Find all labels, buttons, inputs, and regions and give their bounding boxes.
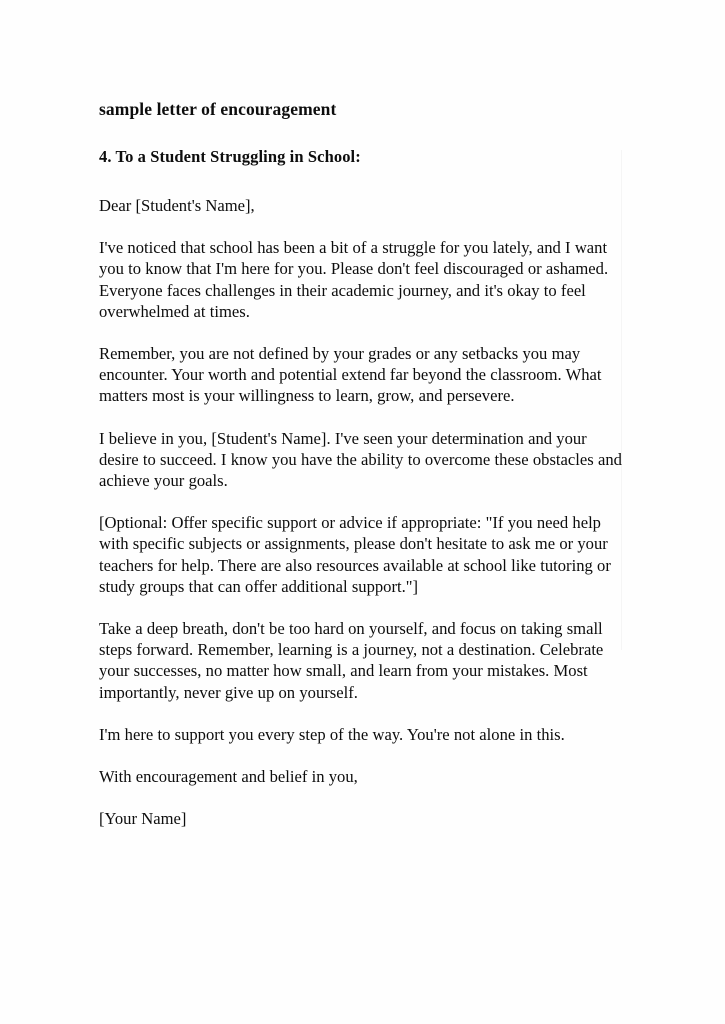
salutation-paragraph: Dear [Student's Name],	[99, 196, 255, 215]
body-paragraph: Remember, you are not defined by your grades or any setbacks you may encounter. Your worth and potential extend far beyond the classroom. What matters most is your willingness to learn, grow, and persevere.	[99, 344, 602, 406]
signature-placeholder: [Your Name]	[99, 809, 187, 829]
document-body	[99, 98, 626, 829]
body-paragraph: Take a deep breath, don't be too hard on yourself, and focus on taking small steps forward. Remember, learning is a journey, not a destination. Celebrate your successes, no matter how small, and learn from your mistakes. Most importantly, never give up on yourself.	[99, 619, 604, 702]
body-paragraph: I've noticed that school has been a bit of a struggle for you lately, and I want you to know that I'm here for you. Please don't feel discouraged or ashamed. Everyone faces challenges in their academic journey, and it's okay to feel overwhelmed at times.	[99, 238, 609, 321]
section-subheading: 4. To a Student Struggling in School:	[99, 147, 361, 166]
closing-paragraph: With encouragement and belief in you,	[99, 767, 358, 787]
page-title: sample letter of encouragement	[99, 99, 337, 119]
body-paragraph: I'm here to support you every step of the way. You're not alone in this.	[99, 724, 565, 744]
body-paragraph: I believe in you, [Student's Name]. I've seen your determination and your desire to succeed. I know you have the ability to overcome these obstacles and achieve your goals.	[99, 428, 622, 491]
optional-note-paragraph: [Optional: Offer specific support or advice if appropriate: "If you need help with specific subjects or assignments, please don't hesitate to ask me or your teachers for help. There are also resources available at school like tutoring or study groups that can offer additional support."]	[99, 513, 611, 596]
